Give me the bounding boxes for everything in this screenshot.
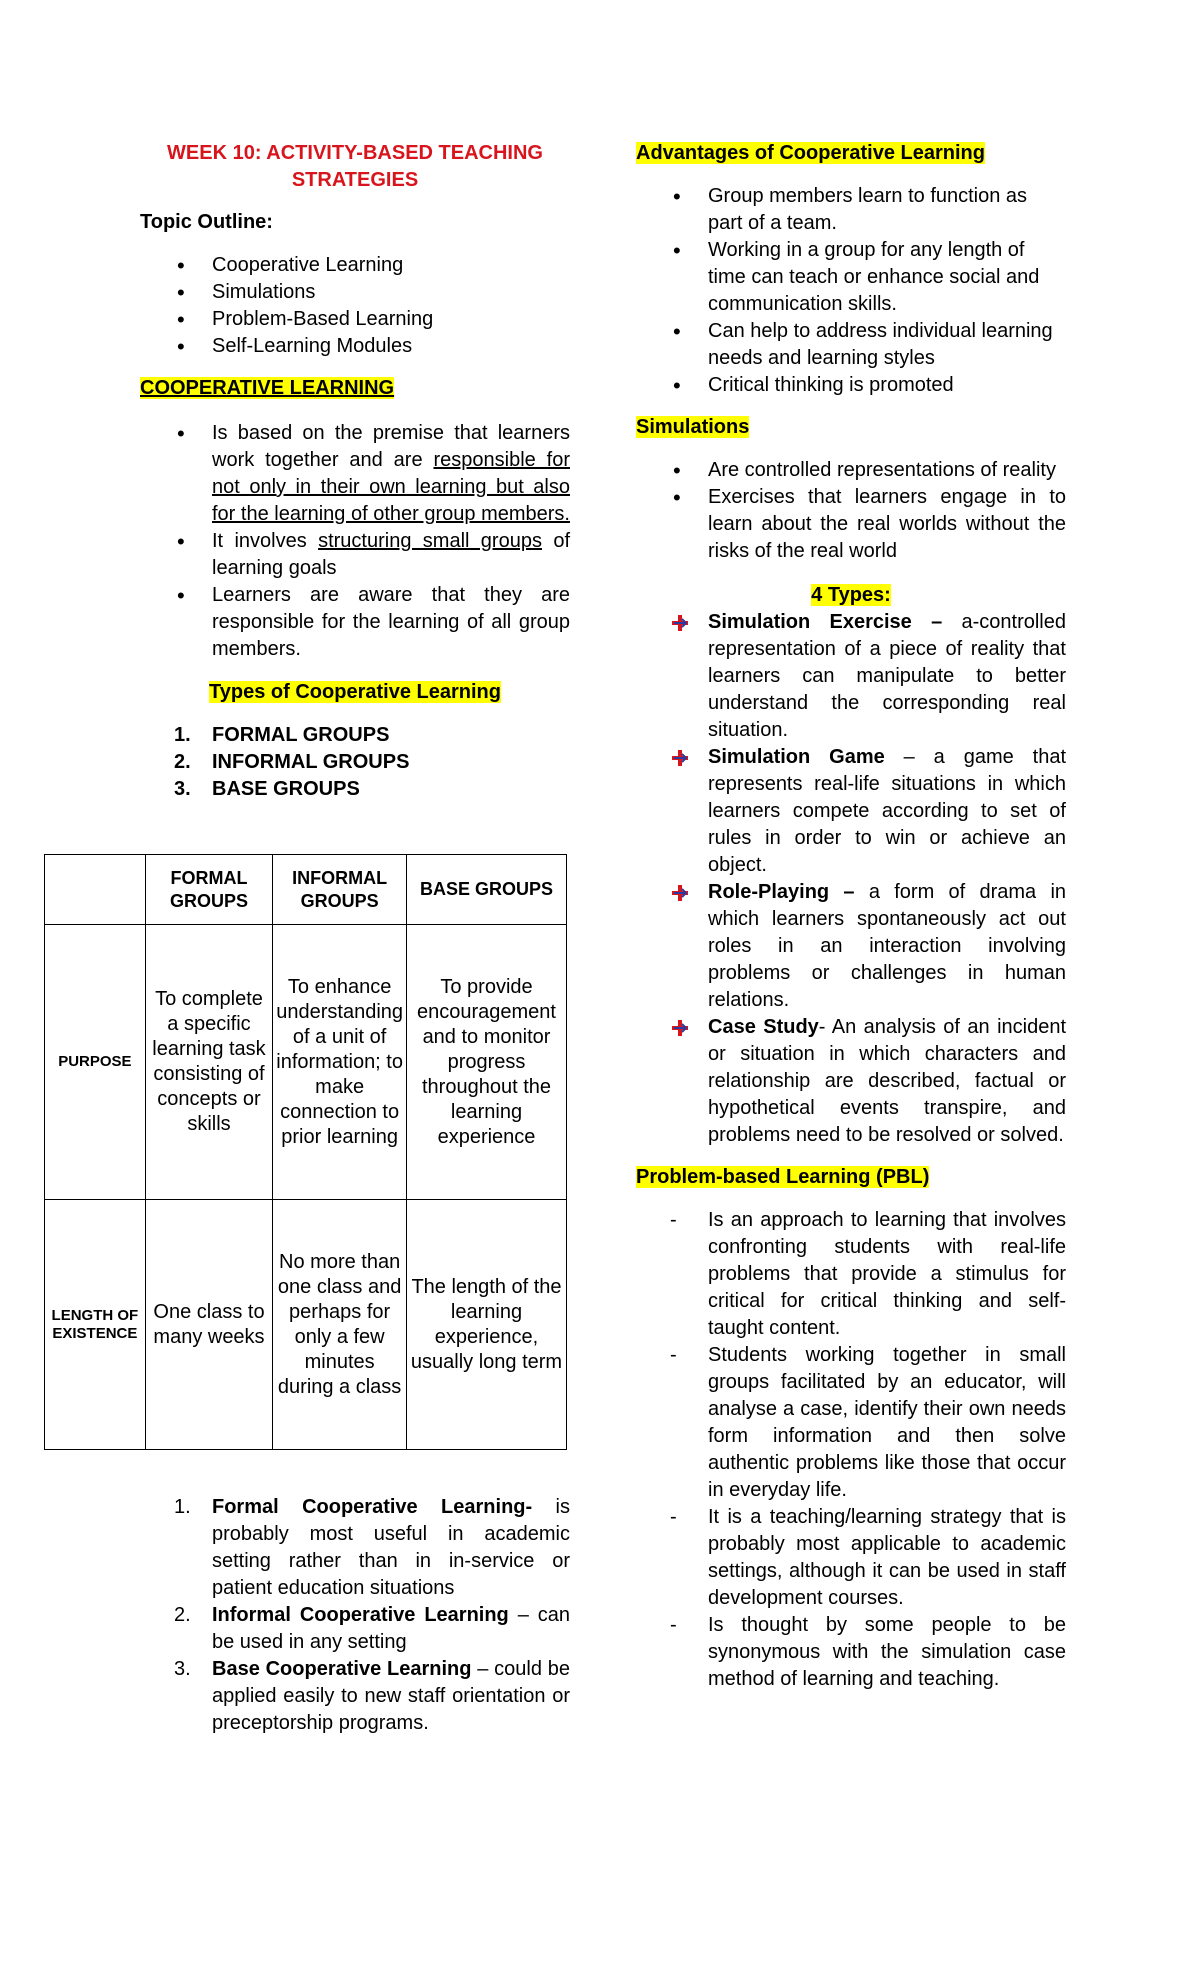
list-item: • Exercises that learners engage in to learn about the real worlds without the risks of the real world bbox=[708, 484, 1066, 565]
simulation-types-list bbox=[636, 609, 1066, 1149]
pbl-list bbox=[636, 1207, 1066, 1693]
list-item: • Learners are aware that they are responsible for the learning of all group members. bbox=[212, 582, 570, 663]
pbl-heading: Problem-based Learning (PBL) bbox=[636, 1166, 930, 1188]
list-item: • Is based on the premise that learners work together and are responsible for not only in their own learning but also for the learning of other group members. bbox=[212, 420, 570, 528]
table-header-row bbox=[45, 855, 567, 925]
list-item: • Cooperative Learning bbox=[212, 252, 570, 279]
list-item: • It involves structuring small groups of learning goals bbox=[212, 528, 570, 582]
simulations-heading: Simulations bbox=[636, 416, 750, 438]
list-item: - It is a teaching/learning strategy that is probably most applicable to academic settings, although it can be used in staff development courses. bbox=[670, 1506, 1066, 1609]
right-column bbox=[636, 140, 1066, 1693]
page-title-line2: STRATEGIES bbox=[291, 169, 419, 191]
list-item: 1. Formal Cooperative Learning- is probably most useful in academic setting rather than in in-service or patient education situations bbox=[174, 1496, 571, 1599]
list-item: 2. Informal Cooperative Learning – can be used in any setting bbox=[174, 1604, 570, 1653]
row-label-purpose: PURPOSE bbox=[45, 925, 146, 1200]
list-item: • Can help to address individual learning needs and learning styles bbox=[708, 318, 1066, 372]
table-row bbox=[45, 1200, 567, 1450]
advantages-list bbox=[636, 183, 1066, 399]
list-item: Simulation Game – a game that represents real-life situations in which learners compete according to set of rules in order to win or achieve an object. bbox=[708, 744, 1066, 879]
list-item: • Working in a group for any length of time can teach or enhance social and communication skills. bbox=[708, 237, 1066, 318]
list-item: - Is thought by some people to be synonymous with the simulation case method of learning and teaching. bbox=[670, 1614, 1066, 1690]
table-cell: No more than one class and perhaps for only a few minutes during a class bbox=[273, 1200, 407, 1450]
row-label-length-of-existence: LENGTH OF EXISTENCE bbox=[45, 1200, 146, 1450]
types-of-cooperative-learning-heading: Types of Cooperative Learning bbox=[209, 681, 501, 703]
simulation-types-heading: 4 Types: bbox=[811, 584, 891, 606]
list-item: Simulation Exercise – a-controlled representation of a piece of reality that learners can manipulate to better understand the corresponding real situation. bbox=[708, 609, 1066, 744]
table-cell: To provide encouragement and to monitor progress throughout the learning experience bbox=[407, 925, 567, 1200]
table-cell: One class to many weeks bbox=[145, 1200, 272, 1450]
topic-outline-heading: Topic Outline: bbox=[140, 211, 273, 233]
list-item: • Are controlled representations of reality bbox=[708, 457, 1066, 484]
group-types-list bbox=[140, 722, 570, 803]
list-item: 1. FORMAL GROUPS bbox=[174, 724, 390, 746]
list-item: • Group members learn to function as part of a team. bbox=[708, 183, 1066, 237]
table-cell: To complete a specific learning task consisting of concepts or skills bbox=[145, 925, 272, 1200]
table-header-formal: FORMAL GROUPS bbox=[145, 855, 272, 925]
cooperative-learning-heading: COOPERATIVE LEARNING bbox=[140, 377, 395, 399]
table-corner-cell bbox=[45, 855, 146, 925]
table-header-informal: INFORMAL GROUPS bbox=[273, 855, 407, 925]
plus-arrow-icon bbox=[670, 883, 690, 903]
topic-outline-list bbox=[140, 252, 570, 360]
simulations-list bbox=[636, 457, 1066, 565]
table-cell: To enhance understanding of a unit of information; to make connection to prior learning bbox=[273, 925, 407, 1200]
plus-arrow-icon bbox=[670, 748, 690, 768]
list-item: 3. BASE GROUPS bbox=[174, 778, 360, 800]
list-item: • Problem-Based Learning bbox=[212, 306, 570, 333]
list-item: • Self-Learning Modules bbox=[212, 333, 570, 360]
list-item: Role-Playing – a form of drama in which learners spontaneously act out roles in an interaction involving problems or challenges in human relations. bbox=[708, 879, 1066, 1014]
list-item: • Critical thinking is promoted bbox=[708, 372, 1066, 399]
left-column bbox=[140, 140, 570, 803]
plus-arrow-icon bbox=[670, 1018, 690, 1038]
list-item: - Is an approach to learning that involves confronting students with real-life problems that provide a stimulus for critical for critical thinking and self-taught content. bbox=[670, 1209, 1066, 1339]
list-item: 3. Base Cooperative Learning – could be applied easily to new staff orientation or preceptorship programs. bbox=[174, 1658, 570, 1734]
plus-arrow-icon bbox=[670, 613, 690, 633]
page-title-line1: WEEK 10: ACTIVITY-BASED TEACHING bbox=[167, 142, 543, 164]
table-cell: The length of the learning experience, usually long term bbox=[407, 1200, 567, 1450]
list-item: Case Study- An analysis of an incident or situation in which characters and relationship are described, factual or hypothetical events transpire, and problems need to be resolved or solved. bbox=[708, 1014, 1066, 1149]
group-types-table bbox=[44, 854, 567, 1450]
cooperative-notes-list bbox=[140, 1494, 570, 1737]
advantages-heading: Advantages of Cooperative Learning bbox=[636, 142, 985, 164]
table-header-base: BASE GROUPS bbox=[407, 855, 567, 925]
cooperative-notes bbox=[140, 1494, 570, 1737]
table-row bbox=[45, 925, 567, 1200]
page-title bbox=[140, 140, 570, 194]
list-item: • Simulations bbox=[212, 279, 570, 306]
cooperative-learning-list bbox=[140, 420, 570, 663]
list-item: 2. INFORMAL GROUPS bbox=[174, 751, 410, 773]
list-item: - Students working together in small groups facilitated by an educator, will analyse a case, identify their own needs form information and then solve authentic problems like those that occur in everyday life. bbox=[670, 1344, 1066, 1501]
